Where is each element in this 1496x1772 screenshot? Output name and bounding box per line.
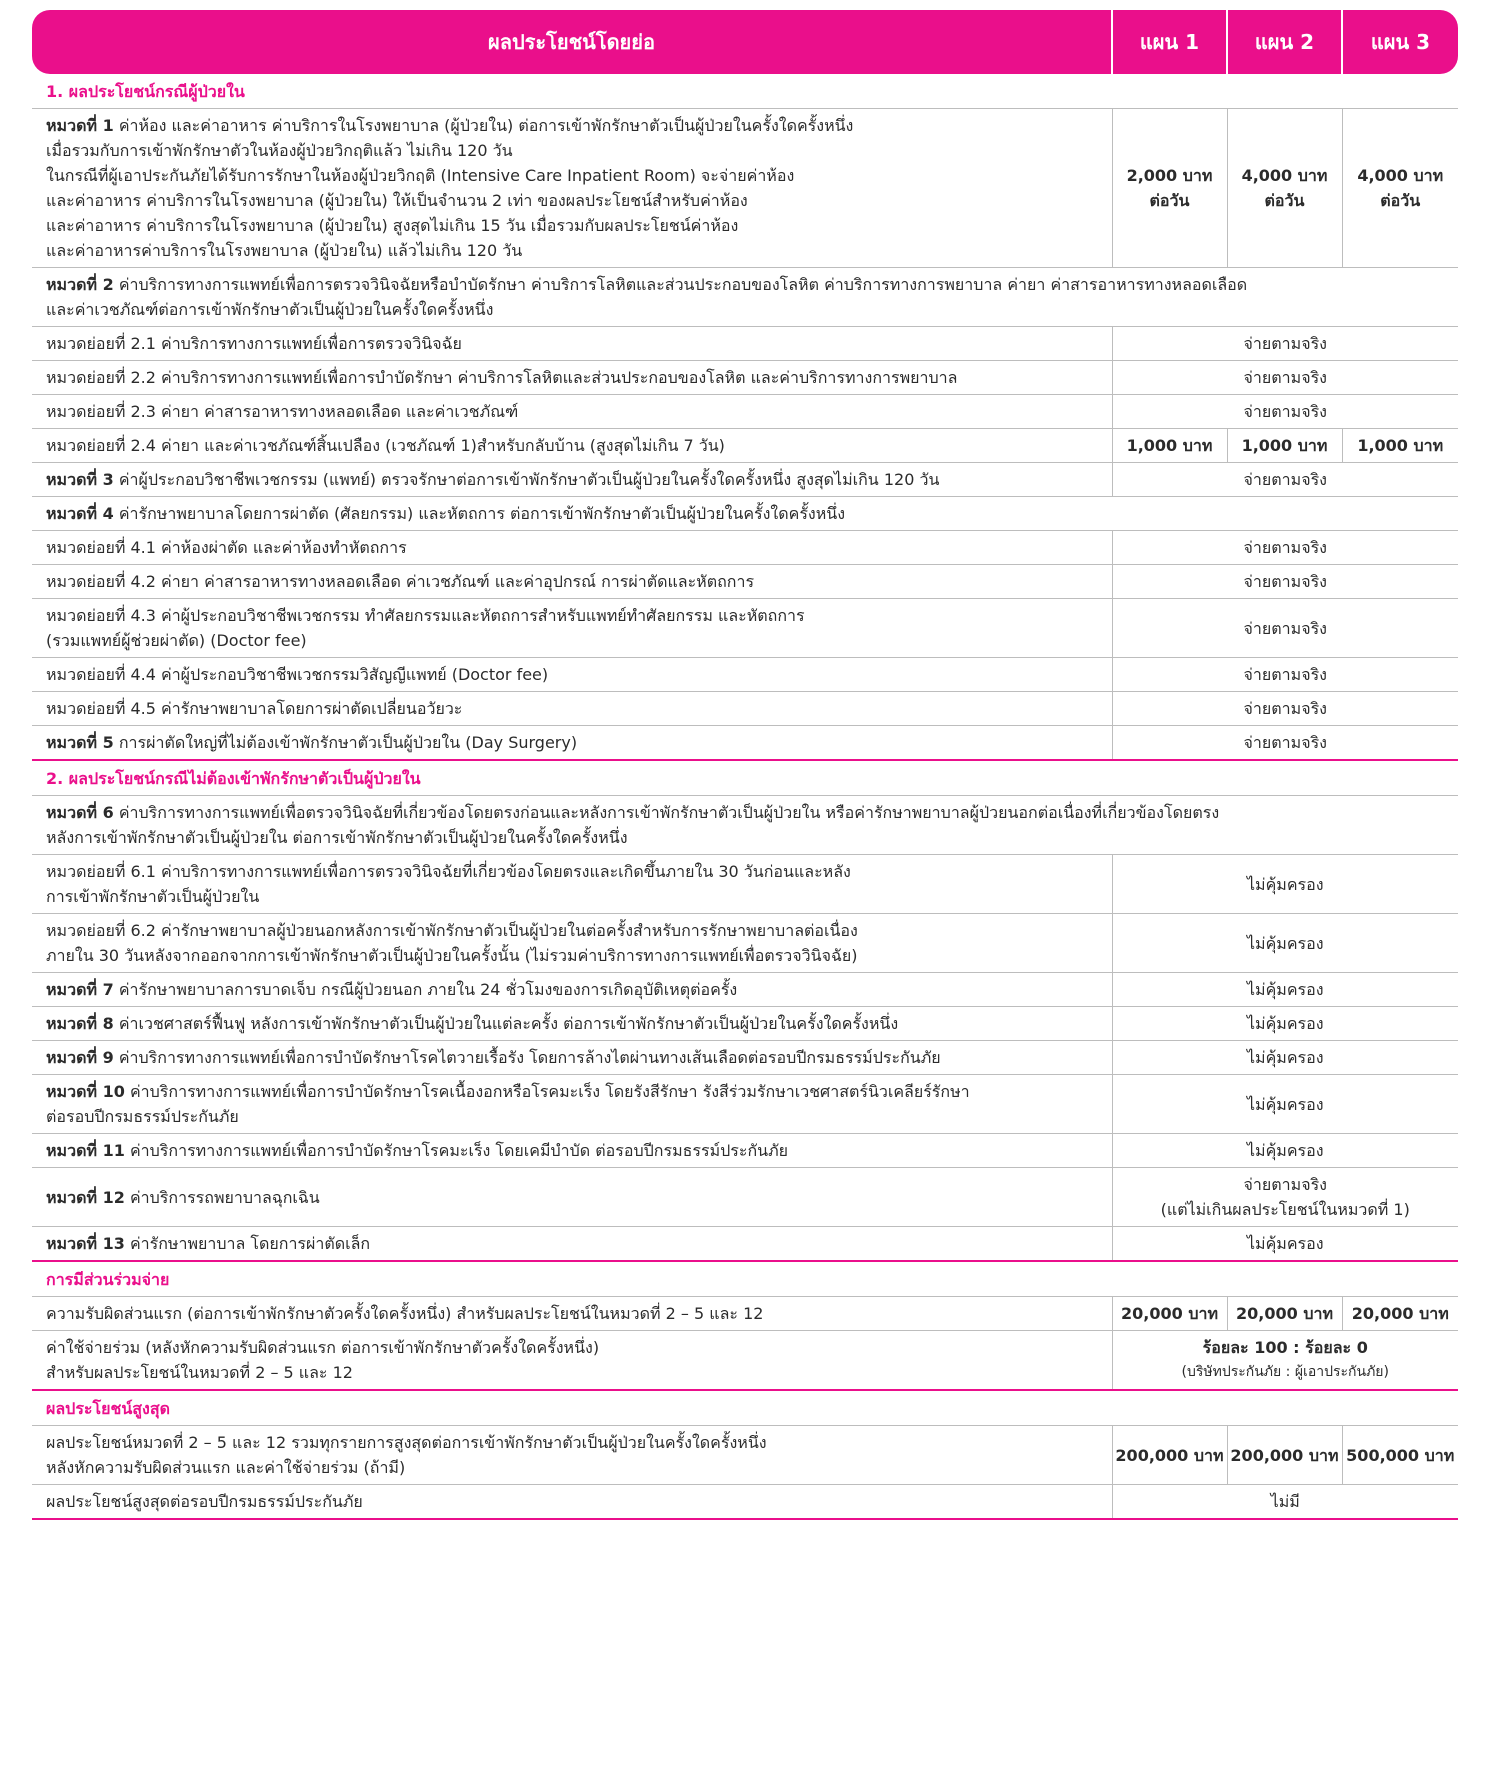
- row-text: ค่าบริการทางการแพทย์เพื่อการบำบัดรักษาโรคไตวายเรื้อรัง โดยการล้างไตผ่านทางเส้นเลือดต่อรอบปีกรมธรรม์ประกันภัย: [118, 1048, 941, 1067]
- row-text: หมวดย่อยที่ 4.3 ค่าผู้ประกอบวิชาชีพเวชกรรม ทำศัลยกรรมและหัตถการสำหรับแพทย์ทำศัลยกรรม และหัตถการ: [46, 606, 805, 625]
- section-outpatient: [32, 760, 1458, 796]
- header-plan-2: แผน 2: [1227, 10, 1342, 74]
- section-title: 1. ผลประโยชน์กรณีผู้ป่วยใน: [32, 74, 1458, 109]
- row-text: การเข้าพักรักษาตัวเป็นผู้ป่วยใน: [46, 887, 260, 906]
- category-label: หมวดที่ 1: [46, 116, 114, 135]
- header-title: ผลประโยชน์โดยย่อ: [32, 10, 1112, 74]
- row-text: ความรับผิดส่วนแรก (ต่อการเข้าพักรักษาตัวครั้งใดครั้งหนึ่ง) สำหรับผลประโยชน์ในหมวดที่ 2 – 5 และ 12: [32, 1297, 1112, 1331]
- category-label: หมวดที่ 6: [46, 803, 114, 822]
- category-label: หมวดที่ 5: [46, 733, 114, 752]
- category-label: หมวดที่ 11: [46, 1141, 125, 1160]
- row-description: [32, 1331, 1112, 1391]
- category-label: หมวดที่ 2: [46, 275, 114, 294]
- row-text: หลังหักความรับผิดส่วนแรก และค่าใช้จ่ายร่วม (ถ้ามี): [46, 1458, 406, 1477]
- row-description: [32, 497, 1458, 531]
- row-description: [32, 1041, 1112, 1075]
- plan-3-value: 500,000 บาท: [1342, 1426, 1458, 1485]
- table-row-sub62: [32, 914, 1458, 973]
- table-row-sub45: [32, 692, 1458, 726]
- row-text: ค่าใช้จ่ายร่วม (หลังหักความรับผิดส่วนแรก ต่อการเข้าพักรักษาตัวครั้งใดครั้งหนึ่ง): [46, 1338, 600, 1357]
- merged-value: ไม่คุ้มครอง: [1112, 855, 1458, 914]
- row-text: ค่าผู้ประกอบวิชาชีพเวชกรรม (แพทย์) ตรวจรักษาต่อการเข้าพักรักษาตัวเป็นผู้ป่วยในครั้งใดครั้งหนึ่ง สูงสุดไม่เกิน 120 วัน: [118, 470, 940, 489]
- row-text: การผ่าตัดใหญ่ที่ไม่ต้องเข้าพักรักษาตัวเป็นผู้ป่วยใน (Day Surgery): [118, 733, 578, 752]
- merged-value: จ่ายตามจริง: [1112, 565, 1458, 599]
- row-text: (รวมแพทย์ผู้ช่วยผ่าตัด) (Doctor fee): [46, 631, 307, 650]
- merged-value: จ่ายตามจริง: [1112, 599, 1458, 658]
- merged-value: จ่ายตามจริง (แต่ไม่เกินผลประโยชน์ในหมวดที่ 1): [1112, 1168, 1458, 1227]
- plan-3-value: 4,000 บาท ต่อวัน: [1342, 109, 1458, 268]
- table-row-cat5: [32, 726, 1458, 761]
- row-description: [32, 1075, 1112, 1134]
- row-text: ค่ารักษาพยาบาล โดยการผ่าตัดเล็ก: [129, 1234, 371, 1253]
- merged-value: จ่ายตามจริง: [1112, 726, 1458, 761]
- table-row-sub22: [32, 361, 1458, 395]
- row-text: ค่ารักษาพยาบาลการบาดเจ็บ กรณีผู้ป่วยนอก ภายใน 24 ชั่วโมงของการเกิดอุบัติเหตุต่อครั้ง: [118, 980, 738, 999]
- section-max-benefit: [32, 1390, 1458, 1426]
- row-description: [32, 1168, 1112, 1227]
- table-header: [32, 10, 1458, 74]
- row-text: หมวดย่อยที่ 6.2 ค่ารักษาพยาบาลผู้ป่วยนอกหลังการเข้าพักรักษาตัวเป็นผู้ป่วยในต่อครั้งสำหรับการรักษาพยาบาลต่อเนื่อง: [46, 921, 858, 940]
- merged-value: ไม่คุ้มครอง: [1112, 914, 1458, 973]
- row-text: หมวดย่อยที่ 4.1 ค่าห้องผ่าตัด และค่าห้องทำหัตถการ: [32, 531, 1112, 565]
- table-row-sub41: [32, 531, 1458, 565]
- row-description: [32, 726, 1112, 761]
- table-row-cat9: [32, 1041, 1458, 1075]
- section-copay: [32, 1261, 1458, 1297]
- table-row-sub42: [32, 565, 1458, 599]
- category-label: หมวดที่ 9: [46, 1048, 114, 1067]
- table-row-cat2: [32, 268, 1458, 327]
- table-row-sub44: [32, 658, 1458, 692]
- row-description: [32, 855, 1112, 914]
- row-text: ค่ารักษาพยาบาลโดยการผ่าตัด (ศัลยกรรม) และหัตถการ ต่อการเข้าพักรักษาตัวเป็นผู้ป่วยในครั้งใดครั้งหนึ่ง: [118, 504, 846, 523]
- row-description: [32, 1134, 1112, 1168]
- plan-2-value: 200,000 บาท: [1227, 1426, 1342, 1485]
- row-description: [32, 1426, 1112, 1485]
- plan-1-value: 1,000 บาท: [1112, 429, 1227, 463]
- category-label: หมวดที่ 10: [46, 1082, 125, 1101]
- benefit-table: [32, 10, 1458, 1520]
- merged-value: จ่ายตามจริง: [1112, 692, 1458, 726]
- row-text: และค่าอาหาร ค่าบริการในโรงพยาบาล (ผู้ป่วยใน) สูงสุดไม่เกิน 15 วัน เมื่อรวมกับผลประโยชน์ค่าห้อง: [46, 216, 739, 235]
- plan-1-value: 20,000 บาท: [1112, 1297, 1227, 1331]
- row-text: หมวดย่อยที่ 2.4 ค่ายา และค่าเวชภัณฑ์สิ้นเปลือง (เวชภัณฑ์ 1)สำหรับกลับบ้าน (สูงสุดไม่เกิน 7 วัน): [32, 429, 1112, 463]
- plan-2-value: 20,000 บาท: [1227, 1297, 1342, 1331]
- row-text: ค่าบริการทางการแพทย์เพื่อการบำบัดรักษาโรคมะเร็ง โดยเคมีบำบัด ต่อรอบปีกรมธรรม์ประกันภัย: [129, 1141, 789, 1160]
- row-description: [32, 599, 1112, 658]
- section-title: ผลประโยชน์สูงสุด: [32, 1390, 1458, 1426]
- row-text: เมื่อรวมกับการเข้าพักรักษาตัวในห้องผู้ป่วยวิกฤติแล้ว ไม่เกิน 120 วัน: [46, 141, 513, 160]
- row-text: และค่าเวชภัณฑ์ต่อการเข้าพักรักษาตัวเป็นผู้ป่วยในครั้งใดครั้งหนึ่ง: [46, 300, 494, 319]
- row-description: [32, 463, 1112, 497]
- table-row-cat8: [32, 1007, 1458, 1041]
- merged-value: ไม่คุ้มครอง: [1112, 1041, 1458, 1075]
- merged-value: ไม่คุ้มครอง: [1112, 1075, 1458, 1134]
- section-inpatient: [32, 74, 1458, 109]
- plan-1-value: 2,000 บาท ต่อวัน: [1112, 109, 1227, 268]
- row-text: และค่าอาหารค่าบริการในโรงพยาบาล (ผู้ป่วยใน) แล้วไม่เกิน 120 วัน: [46, 241, 523, 260]
- plan-3-value: 1,000 บาท: [1342, 429, 1458, 463]
- plan-3-value: 20,000 บาท: [1342, 1297, 1458, 1331]
- merged-value: จ่ายตามจริง: [1112, 531, 1458, 565]
- section-title: การมีส่วนร่วมจ่าย: [32, 1261, 1458, 1297]
- row-description: [32, 1007, 1112, 1041]
- row-description: [32, 109, 1112, 268]
- table-row-cat13: [32, 1227, 1458, 1262]
- merged-value: ไม่คุ้มครอง: [1112, 1227, 1458, 1262]
- row-text: หมวดย่อยที่ 2.1 ค่าบริการทางการแพทย์เพื่อการตรวจวินิจฉัย: [32, 327, 1112, 361]
- plan-1-value: 200,000 บาท: [1112, 1426, 1227, 1485]
- merged-value: จ่ายตามจริง: [1112, 658, 1458, 692]
- row-text: หมวดย่อยที่ 6.1 ค่าบริการทางการแพทย์เพื่อการตรวจวินิจฉัยที่เกี่ยวข้องโดยตรงและเกิดขึ้นภายใน 30 วันก่อนและหลัง: [46, 862, 851, 881]
- row-description: [32, 973, 1112, 1007]
- table-row-max-per-year: [32, 1485, 1458, 1520]
- row-text: ในกรณีที่ผู้เอาประกันภัยได้รับการรักษาในห้องผู้ป่วยวิกฤติ (Intensive Care Inpatient Room) จะจ่ายค่าห้อง: [46, 166, 795, 185]
- row-text: ภายใน 30 วันหลังจากออกจากการเข้าพักรักษาตัวเป็นผู้ป่วยในครั้งนั้น (ไม่รวมค่าบริการทางการแพทย์เพื่อตรวจวินิจฉัย): [46, 946, 858, 965]
- section-title: 2. ผลประโยชน์กรณีไม่ต้องเข้าพักรักษาตัวเป็นผู้ป่วยใน: [32, 760, 1458, 796]
- table-row-cat11: [32, 1134, 1458, 1168]
- row-text: ค่าบริการทางการแพทย์เพื่อการตรวจวินิจฉัยหรือบำบัดรักษา ค่าบริการโลหิตและส่วนประกอบของโลหิต ค่าบริการทางการพยาบาล ค่ายา ค่าสารอาหารทางหลอดเลือด: [118, 275, 1248, 294]
- row-description: [32, 1227, 1112, 1262]
- plan-2-value: 1,000 บาท: [1227, 429, 1342, 463]
- row-text: ผลประโยชน์หมวดที่ 2 – 5 และ 12 รวมทุกรายการสูงสุดต่อการเข้าพักรักษาตัวเป็นผู้ป่วยในครั้งใดครั้งหนึ่ง: [46, 1433, 767, 1452]
- merged-value: ไม่คุ้มครอง: [1112, 1007, 1458, 1041]
- row-text: หมวดย่อยที่ 4.4 ค่าผู้ประกอบวิชาชีพเวชกรรมวิสัญญีแพทย์ (Doctor fee): [32, 658, 1112, 692]
- table-row-cat12: [32, 1168, 1458, 1227]
- category-label: หมวดที่ 8: [46, 1014, 114, 1033]
- category-label: หมวดที่ 12: [46, 1187, 125, 1207]
- merged-value: จ่ายตามจริง: [1112, 395, 1458, 429]
- merged-value: ร้อยละ 100 : ร้อยละ 0 (บริษัทประกันภัย : ผู้เอาประกันภัย): [1112, 1331, 1458, 1391]
- table-row-cat1: [32, 109, 1458, 268]
- row-text: ค่าบริการทางการแพทย์เพื่อตรวจวินิจฉัยที่เกี่ยวข้องโดยตรงก่อนและหลังการเข้าพักรักษาตัวเป็นผู้ป่วยใน หรือค่ารักษาพยาบาลผู้ป่วยนอกต่อเนื่องที่เกี่ยวข้องโดยตรง: [118, 803, 1220, 822]
- row-text: หมวดย่อยที่ 4.2 ค่ายา ค่าสารอาหารทางหลอดเลือด ค่าเวชภัณฑ์ และค่าอุปกรณ์ การผ่าตัดและหัตถการ: [32, 565, 1112, 599]
- table-row-coinsurance: [32, 1331, 1458, 1391]
- merged-value: ไม่คุ้มครอง: [1112, 973, 1458, 1007]
- table-row-sub61: [32, 855, 1458, 914]
- table-row-sub43: [32, 599, 1458, 658]
- merged-value: จ่ายตามจริง: [1112, 327, 1458, 361]
- row-text: สำหรับผลประโยชน์ในหมวดที่ 2 – 5 และ 12: [46, 1363, 353, 1382]
- merged-value: จ่ายตามจริง: [1112, 361, 1458, 395]
- category-label: หมวดที่ 3: [46, 470, 114, 489]
- header-plan-3: แผน 3: [1342, 10, 1458, 74]
- row-text: หมวดย่อยที่ 2.2 ค่าบริการทางการแพทย์เพื่อการบำบัดรักษา ค่าบริการโลหิตและส่วนประกอบของโลหิต และค่าบริการทางการพยาบาล: [32, 361, 1112, 395]
- table-row-cat3: [32, 463, 1458, 497]
- table-row-sub23: [32, 395, 1458, 429]
- plan-2-value: 4,000 บาท ต่อวัน: [1227, 109, 1342, 268]
- table-row-deductible: [32, 1297, 1458, 1331]
- row-description: [32, 796, 1458, 855]
- table-row-sub21: [32, 327, 1458, 361]
- table-row-cat10: [32, 1075, 1458, 1134]
- table-row-max-per-admission: [32, 1426, 1458, 1485]
- table-row-cat4: [32, 497, 1458, 531]
- row-description: [32, 914, 1112, 973]
- header-plan-1: แผน 1: [1112, 10, 1227, 74]
- row-text: ค่าห้อง และค่าอาหาร ค่าบริการในโรงพยาบาล (ผู้ป่วยใน) ต่อการเข้าพักรักษาตัวเป็นผู้ป่วยในครั้งใดครั้งหนึ่ง: [118, 116, 854, 135]
- row-text: หมวดย่อยที่ 4.5 ค่ารักษาพยาบาลโดยการผ่าตัดเปลี่ยนอวัยวะ: [32, 692, 1112, 726]
- row-text: ผลประโยชน์สูงสุดต่อรอบปีกรมธรรม์ประกันภัย: [32, 1485, 1112, 1520]
- merged-value: จ่ายตามจริง: [1112, 463, 1458, 497]
- table-row-cat6: [32, 796, 1458, 855]
- row-text: ค่าบริการทางการแพทย์เพื่อการบำบัดรักษาโรคเนื้องอกหรือโรคมะเร็ง โดยรังสีรักษา รังสีร่วมรักษาเวชศาสตร์นิวเคลียร์รักษา: [129, 1082, 970, 1101]
- category-label: หมวดที่ 4: [46, 504, 114, 523]
- merged-value: ไม่มี: [1112, 1485, 1458, 1520]
- row-text: ต่อรอบปีกรมธรรม์ประกันภัย: [46, 1107, 239, 1126]
- category-label: หมวดที่ 13: [46, 1234, 125, 1253]
- row-text: ค่าเวชศาสตร์ฟื้นฟู หลังการเข้าพักรักษาตัวเป็นผู้ป่วยในแต่ละครั้ง ต่อการเข้าพักรักษาตัวเป็นผู้ป่วยในครั้งใดครั้งหนึ่ง: [118, 1014, 899, 1033]
- benefit-summary-sheet: [32, 10, 1458, 1520]
- row-text: ค่าบริการรถพยาบาลฉุกเฉิน: [129, 1187, 320, 1207]
- table-row-sub24: [32, 429, 1458, 463]
- row-text: หลังการเข้าพักรักษาตัวเป็นผู้ป่วยใน ต่อการเข้าพักรักษาตัวเป็นผู้ป่วยในครั้งใดครั้งหนึ่ง: [46, 828, 628, 847]
- row-text: หมวดย่อยที่ 2.3 ค่ายา ค่าสารอาหารทางหลอดเลือด และค่าเวชภัณฑ์: [32, 395, 1112, 429]
- merged-value: ไม่คุ้มครอง: [1112, 1134, 1458, 1168]
- category-label: หมวดที่ 7: [46, 980, 114, 999]
- row-description: [32, 268, 1458, 327]
- table-row-cat7: [32, 973, 1458, 1007]
- row-text: และค่าอาหาร ค่าบริการในโรงพยาบาล (ผู้ป่วยใน) ให้เป็นจำนวน 2 เท่า ของผลประโยชน์สำหรับค่าห้อง: [46, 191, 748, 210]
